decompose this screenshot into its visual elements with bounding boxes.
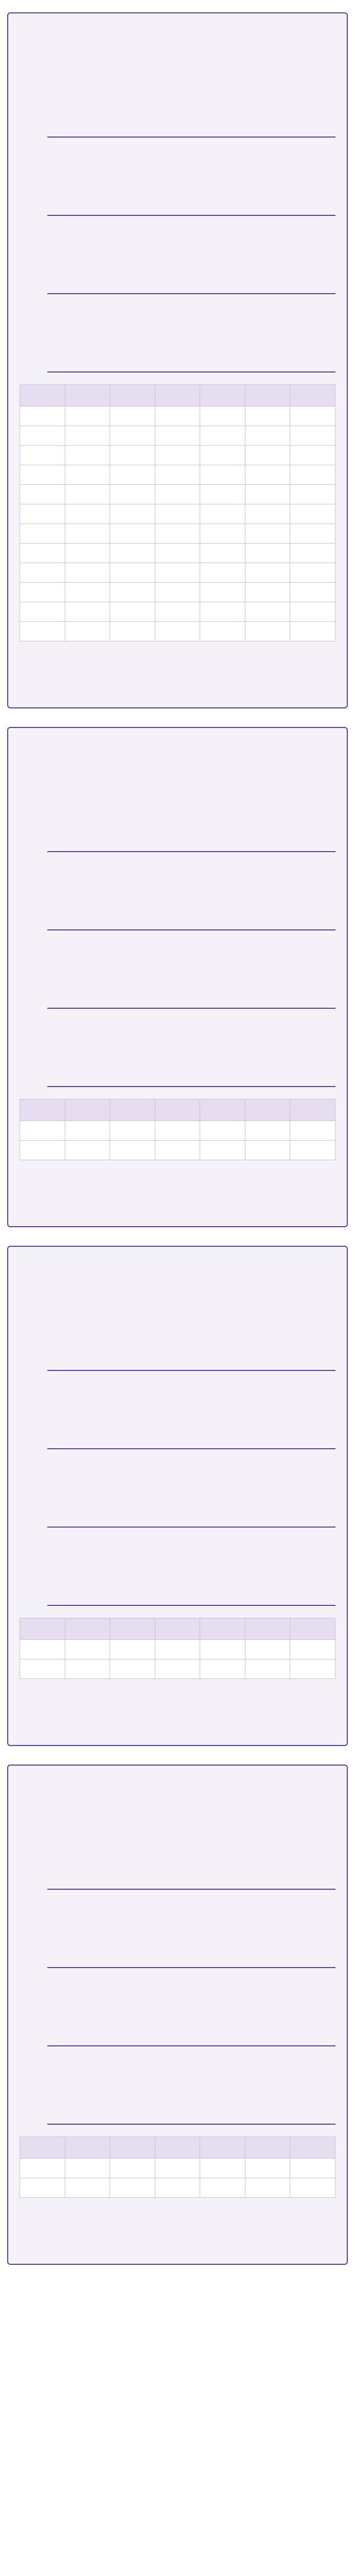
section-label: [47, 1435, 335, 1449]
table-cell: [155, 465, 200, 485]
table-cell: [155, 583, 200, 602]
table-cell: [65, 1618, 110, 1640]
section-number: [20, 1953, 47, 1969]
table-cell: [290, 563, 335, 583]
notice-3: [7, 1246, 348, 1746]
notice-title: [19, 742, 336, 759]
table-cell: [245, 524, 290, 544]
section-label: [47, 358, 335, 372]
section-head: [20, 916, 335, 931]
table-cell: [155, 2178, 200, 2198]
table-cell: [20, 504, 65, 524]
table-cell: [20, 1618, 65, 1640]
table-cell: [245, 485, 290, 504]
table-cell: [110, 583, 155, 602]
table-cell: [245, 504, 290, 524]
table-row: [20, 504, 335, 524]
table-cell: [200, 1141, 245, 1160]
table-cell: [245, 1121, 290, 1141]
table-cell: [290, 2178, 335, 2198]
section-number: [20, 123, 47, 138]
table-row: [20, 406, 335, 426]
section-number: [20, 1434, 47, 1450]
notice-1: [7, 12, 348, 708]
table-cell: [110, 2178, 155, 2198]
notice-intro: [8, 70, 347, 117]
table-cell: [65, 385, 110, 406]
table-cell: [200, 563, 245, 583]
table-cell: [65, 1121, 110, 1141]
table-cell: [155, 385, 200, 406]
section-head: [20, 1953, 335, 1969]
table-cell: [110, 602, 155, 622]
section-label: [47, 916, 335, 930]
section-number: [20, 1072, 47, 1088]
table-cell: [65, 2159, 110, 2178]
table-cell: [155, 1121, 200, 1141]
table-cell: [110, 465, 155, 485]
table-cell: [200, 544, 245, 563]
section-1: [8, 1351, 347, 1429]
section-body: [20, 2052, 335, 2102]
section-head: [20, 1875, 335, 1890]
section-3: [8, 274, 347, 352]
table-cell: [245, 465, 290, 485]
table-cell: [65, 1099, 110, 1121]
table-cell: [65, 1659, 110, 1679]
table-cell: [290, 622, 335, 641]
table-cell: [155, 446, 200, 465]
table-cell: [200, 485, 245, 504]
section-2: [8, 1948, 347, 2026]
table-cell: [20, 1659, 65, 1679]
table-row: [20, 1640, 335, 1659]
table-cell: [65, 524, 110, 544]
posts-table: [20, 2137, 335, 2198]
section-number: [20, 1513, 47, 1528]
table-cell: [200, 2159, 245, 2178]
table-cell: [290, 465, 335, 485]
table-cell: [200, 1659, 245, 1679]
table-cell: [65, 504, 110, 524]
table-cell: [245, 406, 290, 426]
table-cell: [155, 1659, 200, 1679]
section-number: [20, 916, 47, 931]
table-cell: [155, 1141, 200, 1160]
table-cell: [110, 1099, 155, 1121]
table-cell: [290, 2137, 335, 2159]
table-cell: [245, 1640, 290, 1659]
section-number: [20, 837, 47, 853]
table-cell: [65, 2137, 110, 2159]
section-head: [20, 1072, 335, 1088]
section-body: [20, 1014, 335, 1064]
section-head: [20, 201, 335, 216]
posts-table-wrap: [8, 1615, 347, 1684]
section-number: [20, 279, 47, 295]
table-cell: [20, 426, 65, 446]
table-cell: [290, 1141, 335, 1160]
table-cell: [200, 622, 245, 641]
table-cell: [200, 426, 245, 446]
section-body: [20, 300, 335, 349]
section-label: [47, 201, 335, 216]
posts-table: [20, 1618, 335, 1679]
posts-table-wrap: [8, 2133, 347, 2203]
table-cell: [65, 1141, 110, 1160]
table-cell: [110, 1618, 155, 1640]
remarks: [8, 2203, 347, 2252]
section-label: [47, 280, 335, 294]
table-cell: [155, 524, 200, 544]
table-cell: [245, 1141, 290, 1160]
section-4: [8, 1586, 347, 1615]
table-cell: [290, 1659, 335, 1679]
table-cell: [155, 544, 200, 563]
table-cell: [290, 446, 335, 465]
table-cell: [110, 563, 155, 583]
section-3: [8, 2026, 347, 2105]
section-number: [20, 358, 47, 373]
table-cell: [110, 385, 155, 406]
notice-intro: [8, 1822, 347, 1870]
table-row: [20, 2159, 335, 2178]
remarks: [8, 647, 347, 696]
table-cell: [200, 524, 245, 544]
table-cell: [155, 2137, 200, 2159]
table-row: [20, 1121, 335, 1141]
table-cell: [20, 1099, 65, 1121]
section-2: [8, 910, 347, 989]
table-cell: [155, 426, 200, 446]
table-cell: [200, 583, 245, 602]
table-cell: [20, 406, 65, 426]
table-cell: [65, 426, 110, 446]
section-head: [20, 1513, 335, 1528]
table-row: [20, 465, 335, 485]
section-label: [47, 1073, 335, 1087]
table-row: [20, 1141, 335, 1160]
section-head: [20, 2110, 335, 2125]
table-cell: [200, 1099, 245, 1121]
table-cell: [65, 465, 110, 485]
table-cell: [20, 385, 65, 406]
table-cell: [65, 622, 110, 641]
table-cell: [110, 622, 155, 641]
table-cell: [290, 485, 335, 504]
table-cell: [200, 1640, 245, 1659]
section-3: [8, 989, 347, 1067]
table-cell: [20, 1141, 65, 1160]
table-row: [20, 602, 335, 622]
table-cell: [290, 1618, 335, 1640]
section-body: [20, 1974, 335, 2023]
table-row: [20, 583, 335, 602]
section-4: [8, 1067, 347, 1096]
section-body: [20, 858, 335, 907]
section-head: [20, 994, 335, 1009]
table-cell: [110, 426, 155, 446]
table-cell: [20, 583, 65, 602]
section-head: [20, 279, 335, 295]
section-number: [20, 2110, 47, 2125]
table-cell: [155, 2159, 200, 2178]
table-cell: [110, 485, 155, 504]
posts-table: [20, 1099, 335, 1160]
section-label: [47, 1591, 335, 1606]
section-body: [20, 1377, 335, 1426]
table-cell: [20, 446, 65, 465]
table-row: [20, 1659, 335, 1679]
posts-table-wrap: [8, 381, 347, 647]
table-cell: [290, 583, 335, 602]
section-number: [20, 1875, 47, 1890]
remarks: [8, 1165, 347, 1215]
table-cell: [245, 2159, 290, 2178]
table-cell: [155, 563, 200, 583]
notice-subtitle: [19, 1278, 336, 1294]
posts-table: [20, 384, 335, 641]
table-cell: [290, 1640, 335, 1659]
table-row: [20, 563, 335, 583]
table-cell: [290, 385, 335, 406]
table-cell: [200, 2137, 245, 2159]
table-cell: [110, 504, 155, 524]
table-cell: [290, 2159, 335, 2178]
section-head: [20, 358, 335, 373]
table-header-row: [20, 1099, 335, 1121]
table-cell: [65, 1640, 110, 1659]
notice-title: [19, 1261, 336, 1278]
table-cell: [200, 504, 245, 524]
table-cell: [245, 622, 290, 641]
table-cell: [155, 406, 200, 426]
table-cell: [245, 426, 290, 446]
table-cell: [290, 602, 335, 622]
section-body: [20, 1533, 335, 1583]
section-body: [20, 936, 335, 986]
section-label: [47, 994, 335, 1009]
table-row: [20, 426, 335, 446]
table-cell: [65, 406, 110, 426]
table-cell: [110, 446, 155, 465]
table-cell: [20, 465, 65, 485]
notice-subtitle: [19, 759, 336, 775]
table-cell: [65, 446, 110, 465]
table-row: [20, 524, 335, 544]
table-cell: [290, 544, 335, 563]
section-label: [47, 1357, 335, 1371]
table-cell: [155, 1618, 200, 1640]
section-number: [20, 1356, 47, 1371]
table-cell: [200, 2178, 245, 2198]
table-row: [20, 2178, 335, 2198]
notice-subtitle: [19, 1797, 336, 1813]
table-cell: [20, 2159, 65, 2178]
table-cell: [20, 622, 65, 641]
section-body: [20, 1895, 335, 1945]
table-cell: [245, 2178, 290, 2198]
section-1: [8, 1870, 347, 1948]
table-cell: [65, 563, 110, 583]
table-cell: [110, 1121, 155, 1141]
table-cell: [290, 1099, 335, 1121]
section-2: [8, 196, 347, 274]
table-cell: [65, 583, 110, 602]
table-cell: [20, 485, 65, 504]
section-3: [8, 1507, 347, 1586]
table-cell: [20, 1121, 65, 1141]
section-number: [20, 201, 47, 216]
section-body: [20, 1455, 335, 1504]
table-cell: [110, 1640, 155, 1659]
table-cell: [290, 1121, 335, 1141]
table-row: [20, 485, 335, 504]
section-head: [20, 1434, 335, 1450]
table-header-row: [20, 385, 335, 406]
table-cell: [110, 2159, 155, 2178]
table-cell: [20, 2137, 65, 2159]
table-cell: [200, 385, 245, 406]
table-cell: [200, 465, 245, 485]
table-header-row: [20, 1618, 335, 1640]
table-cell: [110, 406, 155, 426]
remarks: [8, 1684, 347, 1734]
table-cell: [155, 622, 200, 641]
table-cell: [155, 602, 200, 622]
table-cell: [245, 1659, 290, 1679]
section-1: [8, 117, 347, 196]
table-cell: [110, 524, 155, 544]
section-body: [20, 143, 335, 193]
table-cell: [110, 1141, 155, 1160]
section-label: [47, 2110, 335, 2125]
table-cell: [65, 2178, 110, 2198]
table-header-row: [20, 2137, 335, 2159]
posts-table-wrap: [8, 1096, 347, 1165]
section-body: [20, 222, 335, 271]
section-label: [47, 1513, 335, 1528]
table-cell: [245, 563, 290, 583]
table-cell: [65, 602, 110, 622]
section-head: [20, 123, 335, 138]
notice-title: [19, 28, 336, 44]
table-cell: [65, 544, 110, 563]
table-cell: [290, 504, 335, 524]
notice-2: [7, 727, 348, 1227]
table-cell: [200, 406, 245, 426]
table-cell: [200, 446, 245, 465]
table-cell: [200, 1121, 245, 1141]
table-cell: [245, 602, 290, 622]
section-label: [47, 2032, 335, 2046]
section-head: [20, 837, 335, 853]
section-label: [47, 1954, 335, 1968]
section-head: [20, 2031, 335, 2047]
table-cell: [20, 544, 65, 563]
section-4: [8, 2105, 347, 2133]
table-cell: [20, 602, 65, 622]
table-cell: [290, 406, 335, 426]
notice-intro: [8, 1303, 347, 1351]
table-cell: [20, 2178, 65, 2198]
table-row: [20, 544, 335, 563]
table-cell: [290, 524, 335, 544]
table-cell: [20, 524, 65, 544]
table-cell: [110, 1659, 155, 1679]
table-cell: [200, 1618, 245, 1640]
section-4: [8, 352, 347, 381]
table-cell: [155, 504, 200, 524]
notice-head: [8, 13, 347, 70]
notice-title: [19, 1780, 336, 1797]
section-head: [20, 1591, 335, 1606]
table-cell: [20, 563, 65, 583]
table-row: [20, 446, 335, 465]
notice-4: [7, 1765, 348, 2265]
table-cell: [245, 2137, 290, 2159]
notice-head: [8, 1766, 347, 1822]
notice-head: [8, 728, 347, 785]
section-label: [47, 838, 335, 852]
table-cell: [200, 602, 245, 622]
table-row: [20, 622, 335, 641]
section-number: [20, 2031, 47, 2047]
table-cell: [155, 1099, 200, 1121]
table-cell: [245, 446, 290, 465]
section-label: [47, 123, 335, 138]
table-cell: [20, 1640, 65, 1659]
table-cell: [290, 426, 335, 446]
section-number: [20, 994, 47, 1009]
notice-intro: [8, 785, 347, 832]
notice-subtitle: [19, 44, 336, 61]
table-cell: [110, 544, 155, 563]
table-cell: [245, 1099, 290, 1121]
section-head: [20, 1356, 335, 1371]
table-cell: [65, 485, 110, 504]
table-cell: [245, 1618, 290, 1640]
notice-head: [8, 1247, 347, 1303]
table-cell: [245, 583, 290, 602]
table-cell: [110, 2137, 155, 2159]
table-cell: [245, 385, 290, 406]
table-cell: [245, 544, 290, 563]
section-label: [47, 1875, 335, 1890]
section-1: [8, 832, 347, 910]
table-cell: [155, 485, 200, 504]
section-2: [8, 1429, 347, 1507]
table-cell: [155, 1640, 200, 1659]
section-number: [20, 1591, 47, 1606]
